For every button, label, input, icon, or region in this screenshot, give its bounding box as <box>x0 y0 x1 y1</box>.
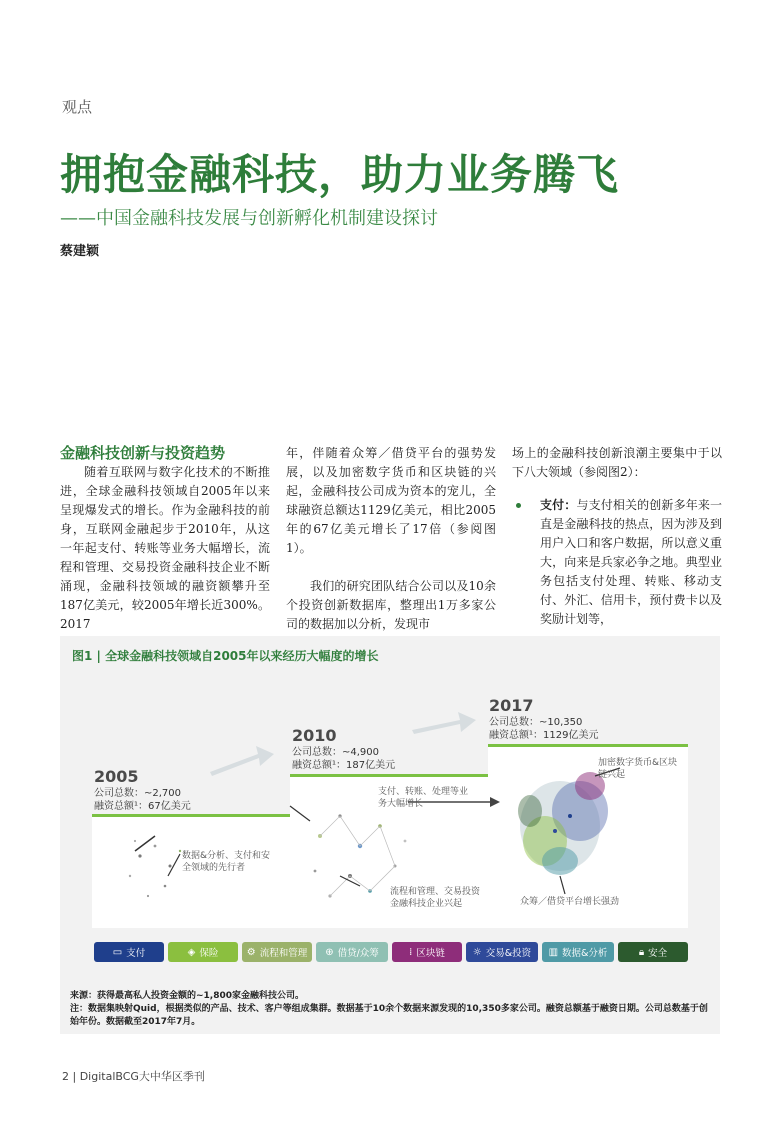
stage-funding-2010: 融资总额¹：187亿美元 <box>292 760 396 771</box>
footer-divider: | <box>72 1070 80 1083</box>
section-tag: 观点 <box>62 98 93 116</box>
annotation-2010-bottom: 流程和管理、交易投资金融科技企业兴起 <box>390 887 481 909</box>
legend-item-analytics: ▥ 数据&分析 <box>542 942 614 962</box>
section-heading: 金融科技创新与投资趋势 <box>60 444 226 462</box>
legend-item-lending: ⊕ 借贷/众筹 <box>316 942 388 962</box>
figure-title: 图1 | 全球金融科技领域自2005年以来经历大幅度的增长 <box>72 649 379 663</box>
stage-year-2010: 2010 <box>292 726 337 745</box>
legend-item-process: ⚙ 流程和管理 <box>242 942 312 962</box>
figure-source: 来源：获得最高私人投资金额的~1,800家金融科技公司。 <box>70 991 305 1001</box>
stage-companies-2005: 公司总数：~2,700 <box>94 788 182 799</box>
paragraph: 场上的金融科技创新浪潮主要集中于以下八大领域（参阅图2）： <box>512 446 722 479</box>
lock-icon: 🔒︎ <box>638 946 645 958</box>
legend-item-blockchain: ⁞ 区块链 <box>392 942 462 962</box>
stage-companies-2010: 公司总数：~4,900 <box>292 747 380 758</box>
process-icon: ⚙ <box>246 946 256 958</box>
legend-item-trading: ☼ 交易&投资 <box>466 942 538 962</box>
legend-item-payment: ▭ 支付 <box>94 942 164 962</box>
legend-item-insurance: ◈ 保险 <box>168 942 238 962</box>
article-column-1 <box>60 444 270 634</box>
bullet-label: 支付： <box>540 498 577 512</box>
stage-companies-2017: 公司总数：~10,350 <box>489 717 583 728</box>
paragraph: 我们的研究团队结合公司以及10余个投资创新数据库，整理出1万多家公司的数据加以分析，发现市 <box>286 579 496 631</box>
lending-icon: ⊕ <box>325 946 334 958</box>
article-column-2 <box>286 444 496 634</box>
author-name: 蔡建颖 <box>60 244 100 259</box>
publication-name: DigitalBCG大中华区季刊 <box>79 1070 205 1083</box>
page-number: 2 <box>62 1070 69 1083</box>
payment-icon: ▭ <box>112 946 123 958</box>
page-subtitle: ——中国金融科技发展与创新孵化机制建设探讨 <box>60 208 438 229</box>
annotation-2017-bottom: 众筹／借贷平台增长强劲 <box>520 897 620 907</box>
growth-arrow-icon <box>210 746 274 776</box>
figure-notes <box>70 990 710 1029</box>
insurance-icon: ◈ <box>187 946 196 958</box>
stage-year-2005: 2005 <box>94 767 139 786</box>
figure-note: 注：数据集映射Quid，根据类似的产品、技术、客户等组成集群。数据基于10余个数据来源发现的10,350多家公司。融资总额基于融资日期。公司总数基于创始年份。数据截至2017年7月。 <box>70 1004 708 1027</box>
stage-funding-2005: 融资总额¹：67亿美元 <box>94 801 191 812</box>
page-footer <box>62 1068 205 1084</box>
legend-item-security: 🔒︎ 安全 <box>618 942 688 962</box>
analytics-icon: ▥ <box>548 946 559 958</box>
annotation-2005: 数据&分析、支付和安全领域的先行者 <box>182 851 271 873</box>
trading-icon: ☼ <box>472 946 482 958</box>
page-title: 拥抱金融科技，助力业务腾飞 <box>60 150 620 199</box>
bullet-text: 与支付相关的创新多年来一直是金融科技的热点，因为涉及到用户入口和客户数据，所以意义重大，向来是兵家必争之地。典型业务包括支付处理、转账、移动支付、外汇、信用卡，预付费卡以及奖励计划等， <box>540 498 722 626</box>
stage-2005-bar <box>92 814 290 817</box>
blockchain-icon: ⁞ <box>409 946 413 958</box>
bullet-item-payment <box>512 496 722 629</box>
paragraph: 随着互联网与数字化技术的不断推进，全球金融科技领域自2005年以来呈现爆发式的增长。作为金融科技的前身，互联网金融起步于2010年，从这一年起支付、转账等业务大幅增长，流程和管理、交易投资金融科技企业不断涌现，金融科技领域的融资额攀升至187亿美元，较2005年增长近300%。2017 <box>60 465 270 631</box>
annotation-2017-top: 加密数字货币&区块链兴起 <box>598 758 678 780</box>
stage-2017-bar <box>488 744 688 747</box>
stage-2010-bar <box>290 774 488 777</box>
stage-funding-2017: 融资总额¹：1129亿美元 <box>489 730 599 741</box>
paragraph: 年，伴随着众筹／借贷平台的强势发展，以及加密数字货币和区块链的兴起，金融科技公司成为资本的宠儿，全球融资总额达1129亿美元，相比2005年的67亿美元增长了17倍（参阅图1）。 <box>286 446 496 555</box>
growth-arrow-icon <box>412 712 476 734</box>
bullet-dot-icon <box>516 503 521 508</box>
article-column-3 <box>512 444 722 629</box>
annotation-2010-top: 支付、转账、处理等业务大幅增长 <box>378 787 469 809</box>
stage-year-2017: 2017 <box>489 696 534 715</box>
